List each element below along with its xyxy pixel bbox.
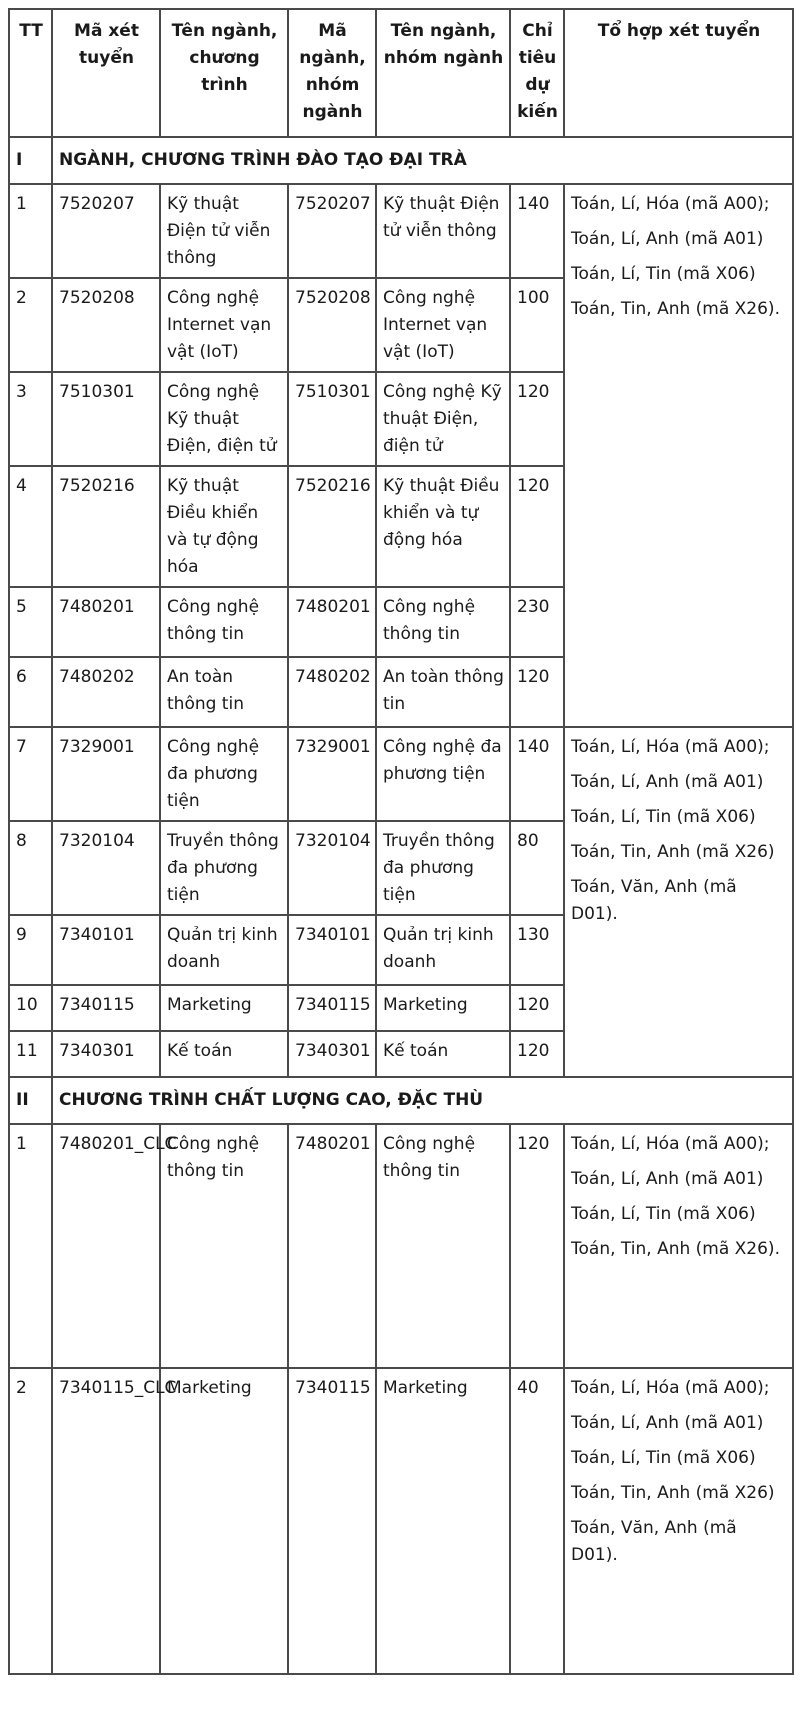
cell-combinations (564, 727, 793, 1077)
cell-program-name: Công nghệ đa phương tiện (160, 727, 288, 821)
cell-major-name: Công nghệ thông tin (376, 587, 510, 657)
cell-program-name: Marketing (160, 1368, 288, 1674)
cell-major-code: 7480201 (288, 587, 376, 657)
cell-admission-code: 7480201_CLC (52, 1124, 160, 1368)
cell-tt: 7 (9, 727, 52, 821)
combination-item: Toán, Lí, Tin (mã X06) (571, 1204, 756, 1224)
cell-admission-code: 7340301 (52, 1031, 160, 1077)
cell-quota: 120 (510, 1031, 564, 1077)
cell-major-code: 7520207 (288, 184, 376, 278)
cell-major-name: Kỹ thuật Điện tử viễn thông (376, 184, 510, 278)
cell-major-name: Công nghệ thông tin (376, 1124, 510, 1368)
cell-admission-code: 7340115_CLC (52, 1368, 160, 1674)
cell-quota: 80 (510, 821, 564, 915)
cell-admission-code: 7329001 (52, 727, 160, 821)
cell-admission-code: 7340101 (52, 915, 160, 985)
cell-major-code: 7320104 (288, 821, 376, 915)
cell-program-name: Công nghệ thông tin (160, 1124, 288, 1368)
cell-program-name: Công nghệ Internet vạn vật (IoT) (160, 278, 288, 372)
header-program-name: Tên ngành, chương trình (160, 9, 288, 137)
table-row (9, 1124, 793, 1368)
admission-table (8, 8, 794, 1675)
admission-table-wrapper (8, 8, 794, 1675)
cell-major-code: 7340115 (288, 985, 376, 1031)
cell-major-name: Marketing (376, 985, 510, 1031)
combination-item: Toán, Lí, Hóa (mã A00); (571, 737, 770, 757)
table-row (9, 727, 793, 821)
cell-quota: 120 (510, 466, 564, 587)
cell-tt: 10 (9, 985, 52, 1031)
cell-major-name: Kế toán (376, 1031, 510, 1077)
cell-quota: 120 (510, 1124, 564, 1368)
cell-admission-code: 7510301 (52, 372, 160, 466)
cell-admission-code: 7520216 (52, 466, 160, 587)
cell-tt: 8 (9, 821, 52, 915)
combination-item: Toán, Lí, Tin (mã X06) (571, 807, 756, 827)
combination-item: Toán, Tin, Anh (mã X26) (571, 842, 775, 862)
section-title: NGÀNH, CHƯƠNG TRÌNH ĐÀO TẠO ĐẠI TRÀ (52, 137, 793, 184)
cell-major-name: Công nghệ Internet vạn vật (IoT) (376, 278, 510, 372)
cell-tt: 11 (9, 1031, 52, 1077)
cell-major-name: Công nghệ Kỹ thuật Điện, điện tử (376, 372, 510, 466)
cell-quota: 100 (510, 278, 564, 372)
cell-tt: 2 (9, 278, 52, 372)
header-row (9, 9, 793, 137)
header-tt: TT (9, 9, 52, 137)
cell-program-name: Marketing (160, 985, 288, 1031)
table-row (9, 1368, 793, 1674)
cell-combinations (564, 1124, 793, 1368)
cell-program-name: Công nghệ thông tin (160, 587, 288, 657)
cell-combinations (564, 184, 793, 727)
combination-item: Toán, Lí, Hóa (mã A00); (571, 1378, 770, 1398)
cell-quota: 120 (510, 657, 564, 727)
cell-quota: 140 (510, 727, 564, 821)
combination-item: Toán, Tin, Anh (mã X26). (571, 1239, 780, 1259)
combination-item: Toán, Lí, Tin (mã X06) (571, 1448, 756, 1468)
cell-major-name: An toàn thông tin (376, 657, 510, 727)
header-major-name: Tên ngành, nhóm ngành (376, 9, 510, 137)
cell-quota: 230 (510, 587, 564, 657)
cell-quota: 140 (510, 184, 564, 278)
cell-major-code: 7520208 (288, 278, 376, 372)
cell-major-name: Quản trị kinh doanh (376, 915, 510, 985)
cell-major-code: 7480201 (288, 1124, 376, 1368)
cell-tt: 5 (9, 587, 52, 657)
combination-item: Toán, Tin, Anh (mã X26). (571, 299, 780, 319)
combination-item: Toán, Lí, Hóa (mã A00); (571, 194, 770, 214)
cell-major-name: Kỹ thuật Điều khiển và tự động hóa (376, 466, 510, 587)
cell-major-code: 7329001 (288, 727, 376, 821)
combination-item: Toán, Lí, Anh (mã A01) (571, 229, 764, 249)
cell-major-code: 7340301 (288, 1031, 376, 1077)
header-quota: Chỉ tiêu dự kiến (510, 9, 564, 137)
combination-item: Toán, Lí, Anh (mã A01) (571, 1413, 764, 1433)
cell-program-name: An toàn thông tin (160, 657, 288, 727)
cell-major-name: Công nghệ đa phương tiện (376, 727, 510, 821)
cell-tt: 3 (9, 372, 52, 466)
cell-tt: 9 (9, 915, 52, 985)
combination-item: Toán, Tin, Anh (mã X26) (571, 1483, 775, 1503)
section-number: I (9, 137, 52, 184)
combination-item: Toán, Lí, Anh (mã A01) (571, 772, 764, 792)
cell-program-name: Kỹ thuật Điện tử viễn thông (160, 184, 288, 278)
cell-tt: 1 (9, 184, 52, 278)
section-title: CHƯƠNG TRÌNH CHẤT LƯỢNG CAO, ĐẶC THÙ (52, 1077, 793, 1124)
cell-program-name: Quản trị kinh doanh (160, 915, 288, 985)
cell-tt: 6 (9, 657, 52, 727)
cell-major-code: 7340101 (288, 915, 376, 985)
combination-item: Toán, Lí, Tin (mã X06) (571, 264, 756, 284)
section-row (9, 1077, 793, 1124)
cell-quota: 40 (510, 1368, 564, 1674)
cell-program-name: Truyền thông đa phương tiện (160, 821, 288, 915)
combination-item: Toán, Văn, Anh (mã D01). (571, 877, 737, 924)
header-admission-code: Mã xét tuyển (52, 9, 160, 137)
cell-admission-code: 7320104 (52, 821, 160, 915)
section-row (9, 137, 793, 184)
table-row (9, 184, 793, 278)
cell-admission-code: 7520207 (52, 184, 160, 278)
combination-item: Toán, Lí, Anh (mã A01) (571, 1169, 764, 1189)
header-combinations: Tổ hợp xét tuyển (564, 9, 793, 137)
combination-item: Toán, Văn, Anh (mã D01). (571, 1518, 737, 1565)
cell-major-code: 7340115 (288, 1368, 376, 1674)
combination-item: Toán, Lí, Hóa (mã A00); (571, 1134, 770, 1154)
section-number: II (9, 1077, 52, 1124)
cell-program-name: Công nghệ Kỹ thuật Điện, điện tử (160, 372, 288, 466)
cell-admission-code: 7520208 (52, 278, 160, 372)
cell-admission-code: 7340115 (52, 985, 160, 1031)
cell-admission-code: 7480202 (52, 657, 160, 727)
cell-program-name: Kỹ thuật Điều khiển và tự động hóa (160, 466, 288, 587)
cell-tt: 4 (9, 466, 52, 587)
cell-quota: 120 (510, 372, 564, 466)
cell-combinations (564, 1368, 793, 1674)
cell-major-name: Marketing (376, 1368, 510, 1674)
cell-quota: 120 (510, 985, 564, 1031)
header-major-code: Mã ngành, nhóm ngành (288, 9, 376, 137)
cell-quota: 130 (510, 915, 564, 985)
cell-tt: 1 (9, 1124, 52, 1368)
cell-major-name: Truyền thông đa phương tiện (376, 821, 510, 915)
cell-major-code: 7510301 (288, 372, 376, 466)
cell-tt: 2 (9, 1368, 52, 1674)
cell-program-name: Kế toán (160, 1031, 288, 1077)
cell-admission-code: 7480201 (52, 587, 160, 657)
cell-major-code: 7520216 (288, 466, 376, 587)
cell-major-code: 7480202 (288, 657, 376, 727)
